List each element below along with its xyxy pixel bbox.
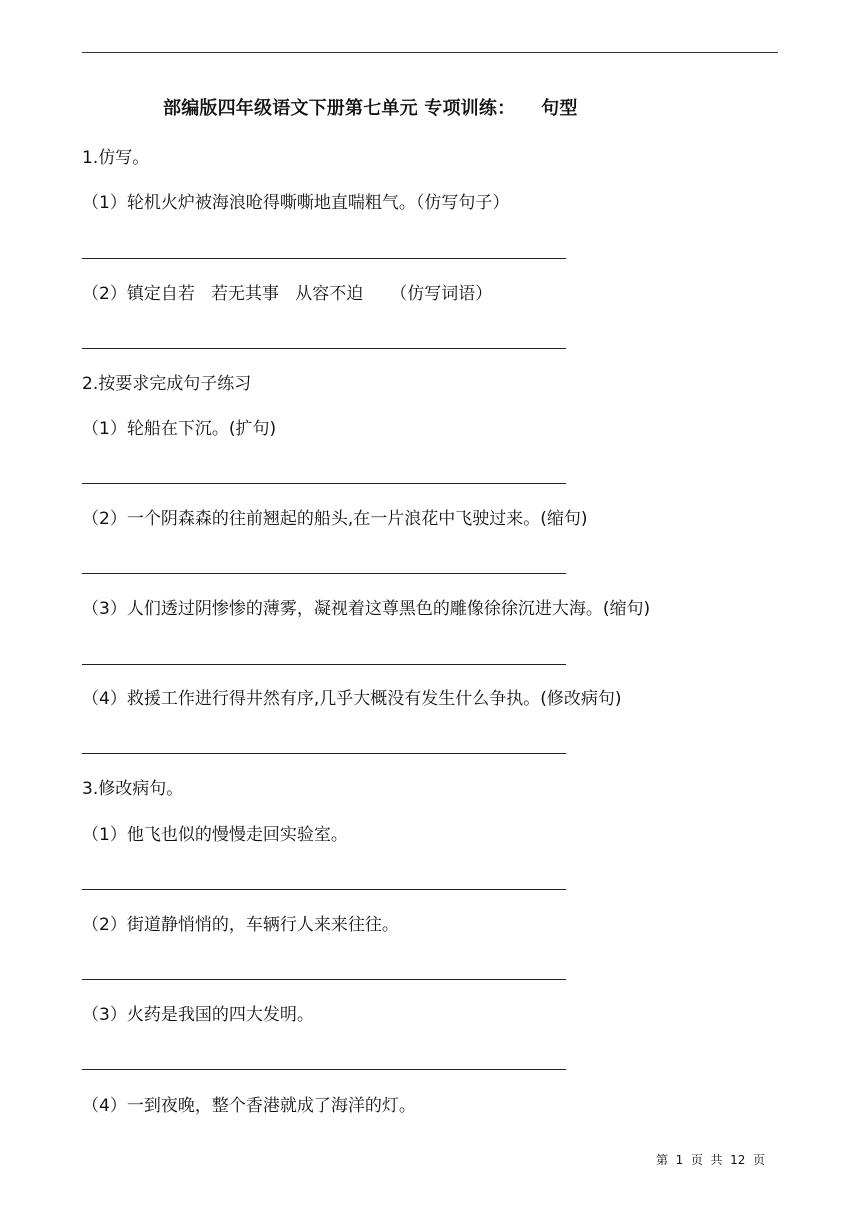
question-2-4: （4）救援工作进行得井然有序,几乎大概没有发生什么争执。(修改病句) xyxy=(82,689,622,709)
question-3-1: （1）他飞也似的慢慢走回实验室。 xyxy=(82,825,348,845)
question-3-3: （3）火药是我国的四大发明。 xyxy=(82,1005,314,1025)
answer-line[interactable] xyxy=(82,258,566,259)
answer-line[interactable] xyxy=(82,889,566,890)
answer-line[interactable] xyxy=(82,1069,566,1070)
answer-line[interactable] xyxy=(82,753,566,754)
question-1-1: （1）轮机火炉被海浪呛得嘶嘶地直喘粗气。（仿写句子） xyxy=(82,193,510,213)
answer-line[interactable] xyxy=(82,483,566,484)
header-rule xyxy=(82,52,778,53)
question-2-2: （2）一个阴森森的往前翘起的船头,在一片浪花中飞驶过来。(缩句) xyxy=(82,509,588,529)
section-2-heading: 2.按要求完成句子练习 xyxy=(82,374,252,394)
answer-line[interactable] xyxy=(82,573,566,574)
section-1-heading: 1.仿写。 xyxy=(82,148,150,168)
question-1-2: （2）镇定自若 若无其事 从容不迫 （仿写词语） xyxy=(82,284,493,304)
question-2-3: （3）人们透过阴惨惨的薄雾，凝视着这尊黑色的雕像徐徐沉进大海。(缩句) xyxy=(82,599,651,619)
page-number: 第 1 页 共 12 页 xyxy=(656,1153,766,1167)
answer-line[interactable] xyxy=(82,664,566,665)
question-3-2: （2）街道静悄悄的，车辆行人来来往往。 xyxy=(82,915,399,935)
question-3-4: （4）一到夜晚，整个香港就成了海洋的灯。 xyxy=(82,1096,416,1116)
page-title: 部编版四年级语文下册第七单元 专项训练： 句型 xyxy=(163,98,578,119)
answer-line[interactable] xyxy=(82,348,566,349)
answer-line[interactable] xyxy=(82,979,566,980)
question-2-1: （1）轮船在下沉。(扩句) xyxy=(82,419,277,439)
section-3-heading: 3.修改病句。 xyxy=(82,779,184,799)
